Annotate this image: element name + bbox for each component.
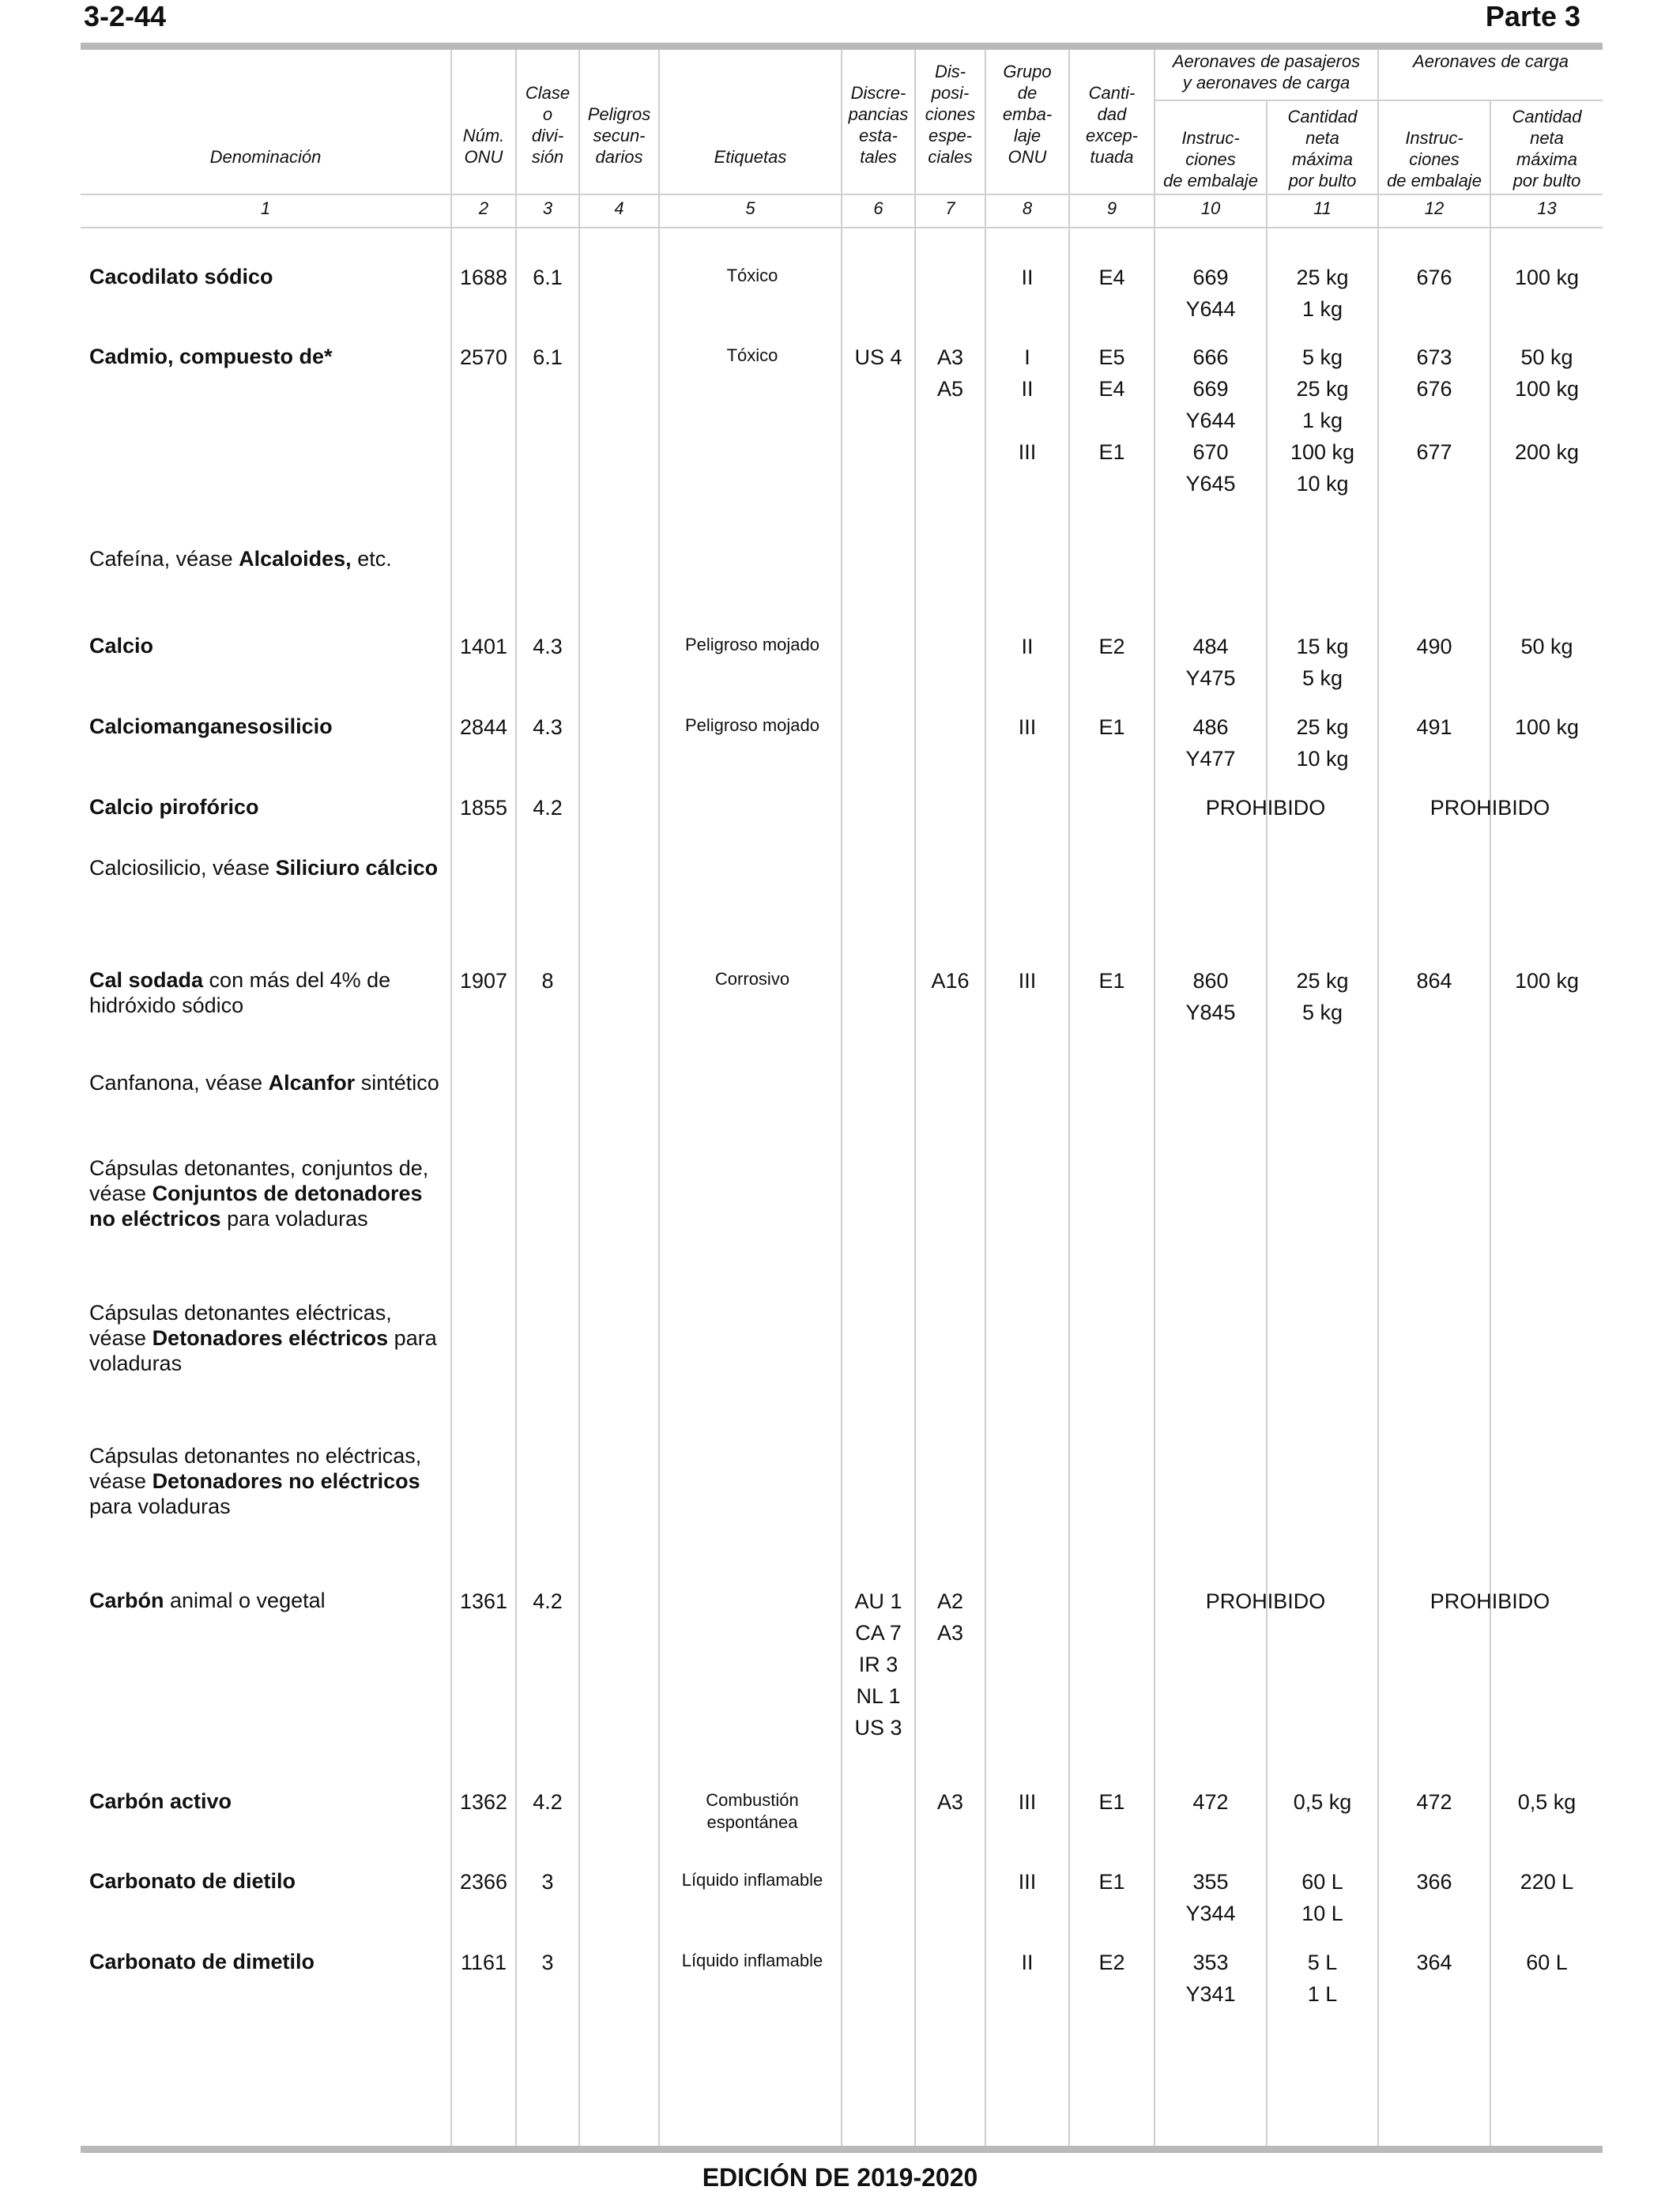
header-cantidad-pas: Cantidad neta máxima por bulto [1287,107,1358,190]
cell-cls: 4.2 [533,1589,563,1613]
cell-un: 1361 [459,1589,508,1613]
cell-disc: US 4 [854,345,902,369]
entry-name: Calcio pirofórico [89,795,259,819]
cell-pg: II [1021,266,1034,289]
edition-footer: EDICIÓN DE 2019-2020 [702,2163,978,2192]
column-number: 2 [478,198,489,218]
cell-cq: 0,5 kg [1517,1790,1576,1814]
header-cantidad-carga: Cantidad neta máxima por bulto [1512,107,1582,190]
entry-name: Cal sodada con más del 4% de hidróxido sódico [89,968,391,1017]
cell-cls: 8 [541,969,554,993]
cell-pi: 666 669 Y644 670 Y645 [1185,345,1236,496]
entry-name: Carbón activo [89,1789,232,1813]
cell-un: 1907 [459,969,508,993]
header-denominacion: Denominación [209,147,322,167]
cell-label: Tóxico [726,266,778,285]
column-number: 13 [1537,198,1557,218]
cell-cls: 6.1 [533,266,563,289]
cell-pq: 25 kg 5 kg [1296,969,1349,1024]
header-etiquetas: Etiquetas [714,147,787,167]
header-peligros: Peligros secun- darios [587,104,651,167]
cell-cls: 4.2 [533,796,563,820]
entry-name: Carbonato de dietilo [89,1869,296,1893]
header-grupo: Grupo de emba- laje ONU [1002,62,1053,167]
column-number: 1 [260,198,271,218]
entry-name: Canfanona, véase Alcanfor sintético [89,1071,439,1095]
cell-ci: 364 [1416,1951,1452,1974]
cell-pq: 0,5 kg [1293,1790,1352,1814]
cell-eq: E4 [1098,266,1125,289]
prohibited-cargo: PROHIBIDO [1430,1589,1550,1613]
column-number: 9 [1106,198,1117,218]
cell-pi: 860 Y845 [1185,969,1236,1024]
cell-cls: 4.2 [533,1790,563,1814]
cell-ci: 366 [1416,1870,1452,1894]
cell-pi: 355 Y344 [1185,1870,1236,1925]
bottom-rule [81,2146,1603,2153]
cell-eq: E1 [1098,1790,1125,1814]
header-carga-group: Aeronaves de carga [1413,51,1569,71]
prohibited-passenger: PROHIBIDO [1205,796,1326,820]
cell-un: 2366 [459,1870,508,1894]
cell-eq: E1 [1098,1870,1125,1894]
cell-sp: A16 [931,969,970,993]
cell-un: 2844 [459,715,508,739]
cell-un: 1401 [459,635,508,658]
cell-label: Tóxico [726,345,778,365]
entry-name: Cafeína, véase Alcaloides, etc. [89,547,392,571]
header-disposiciones: Dis- posi- ciones espe- ciales [925,62,976,167]
header-discrepancias: Discre- pancias esta- tales [848,83,909,167]
cell-ci: 676 [1416,266,1452,289]
cell-label: Peligroso mojado [685,635,819,654]
cell-pi: 486 Y477 [1185,715,1236,771]
cell-eq: E1 [1098,715,1125,739]
cell-cls: 3 [541,1870,554,1894]
column-number: 7 [945,198,955,218]
cell-pg: II [1021,635,1034,658]
entry-name: Carbonato de dimetilo [89,1950,315,1973]
cell-un: 1161 [460,1951,507,1974]
cell-un: 1688 [459,266,508,289]
cell-un: 1855 [459,796,508,820]
cell-ci: 864 [1416,969,1452,993]
cell-cq: 100 kg [1514,266,1580,289]
entry-name: Carbón animal o vegetal [89,1589,326,1612]
header-num-onu: Núm. ONU [462,126,505,167]
part-title: Parte 3 [1485,0,1580,32]
cell-cq: 60 L [1526,1951,1568,1974]
cell-sp: A2 A3 [936,1589,964,1645]
cell-label: Líquido inflamable [681,1951,823,1970]
cell-pq: 25 kg 10 kg [1296,715,1349,771]
cell-pq: 25 kg 1 kg [1296,266,1349,321]
cell-un: 1362 [459,1790,508,1814]
cell-pi: 472 [1192,1790,1229,1814]
cell-cls: 4.3 [533,635,563,658]
cell-disc: AU 1 CA 7 IR 3 NL 1 US 3 [854,1589,902,1740]
cell-ci: 490 [1416,635,1452,658]
entry-name: Cápsulas detonantes eléctricas, véase Detonadores eléctricos para voladuras [89,1301,437,1375]
cell-label: Combustión espontánea [706,1790,799,1832]
entry-name: Cápsulas detonantes no eléctricas, véase Detonadores no eléctricos para voladuras [89,1444,422,1518]
cell-cq: 100 kg [1514,715,1580,739]
entry-name: Calcio [89,634,154,658]
cell-pi: 669 Y644 [1185,266,1236,321]
entry-name: Cápsulas detonantes, conjuntos de, véase Conjuntos de detonadores no eléctricos para voladuras [89,1156,429,1231]
cell-cq: 50 kg 100 kg 200 kg [1514,345,1580,464]
cell-cq: 220 L [1520,1870,1574,1894]
header-instrucciones-carga: Instruc- ciones de embalaje [1387,128,1482,190]
cell-eq: E2 [1098,635,1125,658]
cell-ci: 491 [1416,715,1452,739]
column-number: 4 [614,198,624,218]
cell-pq: 15 kg 5 kg [1296,635,1349,690]
entry-name: Cacodilato sódico [89,265,273,288]
cell-sp: A3 A5 [936,345,964,401]
prohibited-cargo: PROHIBIDO [1430,796,1550,820]
cell-pi: 484 Y475 [1185,635,1236,690]
cell-pg: III [1018,1790,1037,1814]
column-number: 11 [1313,198,1332,218]
header-instrucciones-pas: Instruc- ciones de embalaje [1163,128,1258,190]
header-clase: Clase o divi- sión [525,83,571,167]
top-rule [81,43,1603,50]
cell-eq: E1 [1098,969,1125,993]
cell-ci: 472 [1416,1790,1452,1814]
column-number: 3 [542,198,553,218]
cell-cq: 50 kg [1520,635,1573,658]
cell-pi: 353 Y341 [1185,1951,1236,2006]
prohibited-passenger: PROHIBIDO [1205,1589,1326,1613]
page-number: 3-2-44 [84,0,167,32]
cell-pg: II [1021,1951,1034,1974]
column-number: 8 [1022,198,1033,218]
cell-pg: III [1018,715,1037,739]
cell-cls: 4.3 [533,715,563,739]
header-pasajeros-group: Aeronaves de pasajeros y aeronaves de carga [1172,51,1361,92]
cell-pq: 5 kg 25 kg 1 kg 100 kg 10 kg [1290,345,1355,496]
cell-ci: 673 676 677 [1416,345,1452,464]
cell-cq: 100 kg [1514,969,1580,993]
column-number: 10 [1200,198,1221,218]
cell-cls: 3 [541,1951,554,1974]
cell-label: Peligroso mojado [685,715,819,735]
cell-sp: A3 [936,1790,964,1814]
entry-name: Cadmio, compuesto de* [89,345,333,368]
column-number: 12 [1424,198,1445,218]
column-number: 6 [873,198,883,218]
cell-eq: E2 [1098,1951,1125,1974]
cell-pg: III [1018,969,1037,993]
cell-pg: I II III [1018,345,1037,464]
header-cantidad-exceptuada: Canti- dad excep- tuada [1085,83,1139,167]
cell-pq: 5 L 1 L [1307,1951,1338,2006]
column-number: 5 [745,198,755,218]
cell-eq: E5 E4 E1 [1098,345,1125,464]
cell-label: Corrosivo [714,969,790,989]
cell-cls: 6.1 [533,345,563,369]
cell-un: 2570 [459,345,508,369]
entry-name: Calciosilicio, véase Siliciuro cálcico [89,856,439,880]
entry-name: Calciomanganesosilicio [89,714,333,738]
cell-label: Líquido inflamable [681,1870,823,1890]
cell-pg: III [1018,1870,1037,1894]
cell-pq: 60 L 10 L [1301,1870,1343,1925]
